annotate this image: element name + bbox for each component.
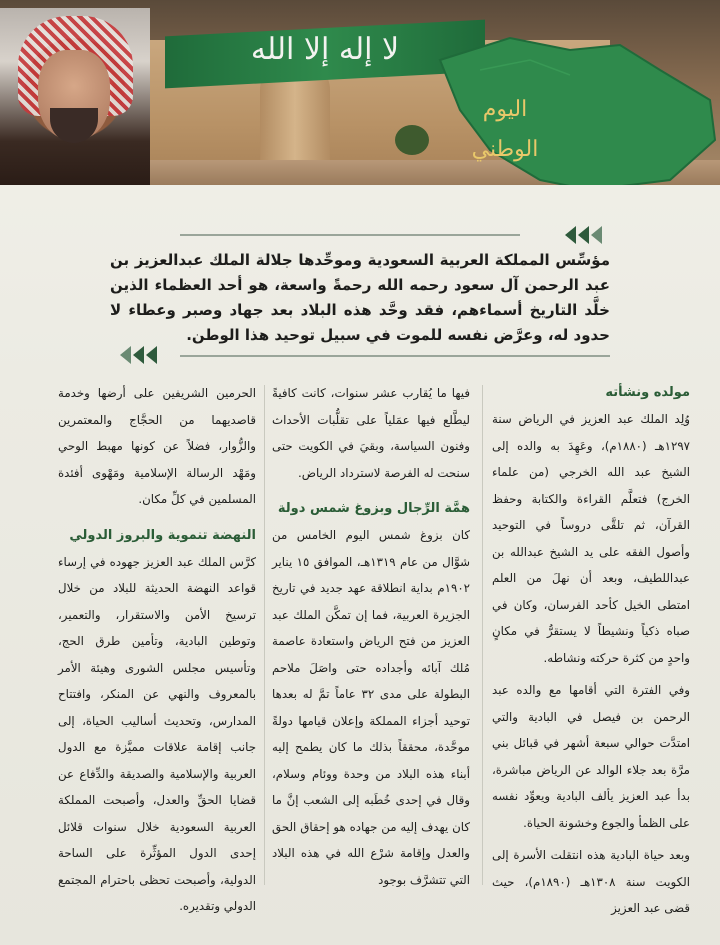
bottom-divider: [180, 355, 610, 357]
section-heading-development: النهضة تنموية والبروز الدولي: [69, 527, 256, 543]
column-separator: [482, 385, 483, 885]
column-left: [58, 380, 256, 920]
paragraph: وفي الفترة التي أقامها مع والده عبد الرحمن بن فيصل في البادية والتي امتدَّت حوالي سبعة أشهر في قبائل بني مرَّة بعد جلاء الوالد عن الرياض مباشرة، بدأ عبد العزيز يألف البادية ويعوِّد نفسه على الظمأ والجوع وخشونة الحياة.: [492, 683, 690, 830]
paragraph: كان بزوغ شمس اليوم الخامس من شوَّال من عام ١٣١٩هـ، الموافق ١٥ يناير ١٩٠٢م بداية انطلاقة عهد جديد في تاريخ الجزيرة العربية، فما إن تمكَّن الملك عبد العزيز من فتح الرياض واستعادة عاصمة مُلك آبائه وأجداده حتى واصَلَ ملاحم البطولة على مدى ٣٢ عاماً تمَّ له بعدها توحيد أجزاء المملكة وإعلان قيامها دولةً موحَّدة، محققاً بذلك ما كان يطمح إليه أبناء هذه البلاد من وحدة ووئام وسلام، وقال في إحدى خُطَبه إلى الشعب إنَّ ما كان يهدف إليه من جهاده هو إحقاق الحق والعدل وإقامة شرْع الله في هذه البلاد التي تتشرَّف بوجود: [272, 528, 470, 887]
king-portrait-image: [0, 8, 150, 185]
paragraph: فيها ما يُقارب عشر سنوات، كانت كافيةً ليطَّلع فيها عمَلياً على تقلُّبات الأحداث وفنون السياسة، وبقيَ في الكويت حتى سنحت له الفرصة لاسترداد الرياض.: [272, 386, 470, 480]
beard: [50, 108, 98, 143]
section-heading-state: همَّة الرِّجال وبزوغ شمس دولة: [277, 501, 470, 516]
paragraph: وُلِد الملك عبد العزيز في الرياض سنة ١٢٩٧هـ (١٨٨٠م)، وعَهِدَ به والده إلى الشيخ عبد الله الخرجي (من علماء الخرج) فتعلَّم القراءة والكتابة وحفظ القرآن، ثم تلقَّى دروساً في التوحيد وأصول الفقه على يد الشيخ عبدالله بن عبداللطيف، وبعد أن نهلَ من العلم امتطى الخيل كأحد الفرسان، وكان في صباه ذكياً ونشيطاً لا يستقرُّ في مكانٍ واحدٍ من كثرة حركته ونشاطه.: [492, 412, 691, 665]
header-banner: [0, 0, 720, 185]
column-separator: [264, 385, 265, 885]
national-day-logo: اليوم الوطني: [471, 97, 539, 162]
top-chevrons-icon: [565, 226, 602, 244]
column-right: [492, 380, 690, 922]
section-heading-birth: مولده ونشأته: [605, 385, 690, 400]
paragraph: الحرمين الشريفين على أرضها وخدمة قاصديهما من الحجَّاج والمعتمرين والزُّوار، فضلاً عن كونها مهبط الوحي ومَهْد الرسالة الإسلامية ومَهْوى أفئدة المسلمين في كلِّ مكان.: [58, 386, 256, 506]
column-middle: [272, 380, 470, 893]
paragraph: وبعد حياة البادية هذه انتقلت الأسرة إلى الكويت سنة ١٣٠٨هـ (١٨٩٠م)، حيث قضى عبد العزيز: [492, 848, 691, 915]
intro-paragraph: مؤسِّس المملكة العربية السعودية وموحِّدها جلالة الملك عبدالعزيز بن عبد الرحمن آل سعود رحمه الله رحمةً واسعة، هو أحد العظماء الذين خلَّد التاريخ أسماءهم، فقد وحَّد هذه البلاد بعد جهاد وصبر وعطاء لا حدود له، وعرَّض نفسه للموت في سبيل توحيد هذا الوطن.: [110, 251, 610, 344]
paragraph: كرَّس الملك عبد العزيز جهوده في إرساء قواعد النهضة الحديثة للبلاد من خلال ترسيخ الأمن والاستقرار، والتعمير، وتوطين البادية، وتأمين طرق الحج، وتأسيس مجلس الشورى وهيئة الأمر بالمعروف والنهي عن المنكر، وافتتاح المدارس، وتحديث أساليب الحياة، إلى جانب إقامة علاقات مميَّزة مع الدول العربية والإسلامية والصديقة والدِّفاع عن قضايا الحقِّ والعدل، وأصبحت المملكة العربية السعودية خلال سنوات قلائل إحدى الدول المؤثِّرة على الساحة الدولية، وأصبحت تحظى باحترام المجتمع الدولي وتقديره.: [58, 554, 256, 913]
flag-shahada-text: لا إله إلا الله: [250, 32, 400, 67]
bottom-chevrons-icon: [120, 346, 157, 364]
top-divider: [180, 234, 520, 236]
